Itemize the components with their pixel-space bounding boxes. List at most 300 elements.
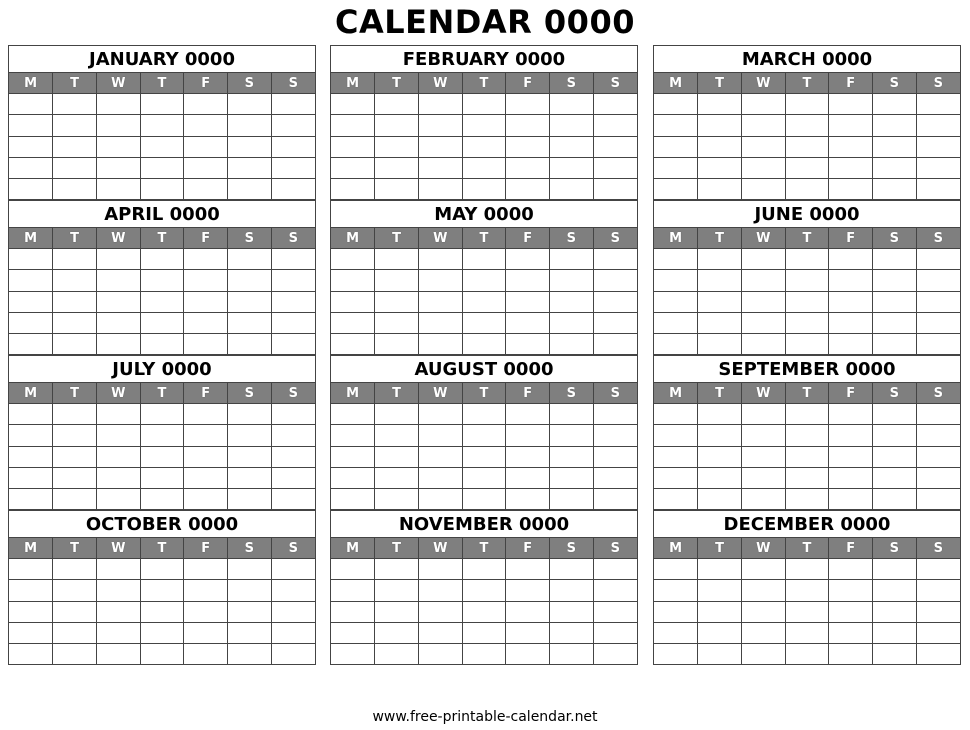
day-cell — [785, 249, 829, 270]
day-cell — [873, 136, 917, 157]
day-cell — [9, 157, 53, 178]
weekday-label: F — [506, 538, 550, 559]
day-cell — [140, 559, 184, 580]
day-cell — [741, 467, 785, 488]
weekday-label: S — [228, 73, 272, 94]
day-cell — [9, 622, 53, 643]
day-cell — [331, 580, 375, 601]
weekday-label: T — [698, 228, 742, 249]
month-table — [9, 228, 315, 354]
week-row — [331, 136, 637, 157]
day-cell — [140, 489, 184, 510]
day-cell — [140, 115, 184, 136]
day-cell — [53, 601, 97, 622]
day-cell — [873, 404, 917, 425]
day-cell — [228, 249, 272, 270]
day-cell — [96, 404, 140, 425]
day-cell — [593, 425, 637, 446]
day-cell — [9, 136, 53, 157]
day-cell — [140, 312, 184, 333]
day-cell — [184, 489, 228, 510]
weekday-label: W — [741, 228, 785, 249]
weekday-label: S — [873, 228, 917, 249]
day-cell — [550, 291, 594, 312]
weekday-label: S — [873, 73, 917, 94]
week-row — [331, 115, 637, 136]
day-cell — [271, 446, 315, 467]
day-cell — [375, 94, 419, 115]
day-cell — [916, 179, 960, 200]
day-cell — [593, 179, 637, 200]
day-cell — [785, 559, 829, 580]
week-row — [654, 94, 960, 115]
day-cell — [593, 622, 637, 643]
day-cell — [228, 425, 272, 446]
day-cell — [741, 94, 785, 115]
weekday-header-row — [654, 538, 960, 559]
day-cell — [462, 446, 506, 467]
day-cell — [331, 249, 375, 270]
day-cell — [271, 580, 315, 601]
day-cell — [96, 644, 140, 665]
day-cell — [698, 249, 742, 270]
day-cell — [654, 136, 698, 157]
week-row — [331, 179, 637, 200]
weekday-label: W — [96, 538, 140, 559]
day-cell — [53, 489, 97, 510]
weekday-label: W — [418, 383, 462, 404]
day-cell — [9, 115, 53, 136]
day-cell — [228, 312, 272, 333]
weekday-label: T — [375, 73, 419, 94]
day-cell — [140, 425, 184, 446]
day-cell — [785, 312, 829, 333]
day-cell — [916, 136, 960, 157]
day-cell — [53, 94, 97, 115]
day-cell — [96, 136, 140, 157]
week-row — [9, 489, 315, 510]
month-block — [330, 510, 638, 665]
weekday-label: T — [53, 73, 97, 94]
day-cell — [9, 644, 53, 665]
weekday-label: S — [916, 73, 960, 94]
day-cell — [228, 489, 272, 510]
day-cell — [53, 115, 97, 136]
day-cell — [331, 136, 375, 157]
day-cell — [873, 249, 917, 270]
weekday-label: S — [873, 383, 917, 404]
day-cell — [228, 622, 272, 643]
day-cell — [550, 249, 594, 270]
day-cell — [53, 249, 97, 270]
day-cell — [462, 94, 506, 115]
day-cell — [53, 179, 97, 200]
day-cell — [593, 115, 637, 136]
day-cell — [916, 580, 960, 601]
day-cell — [654, 115, 698, 136]
day-cell — [9, 559, 53, 580]
day-cell — [96, 446, 140, 467]
day-cell — [593, 580, 637, 601]
week-row — [331, 580, 637, 601]
weekday-label: T — [462, 73, 506, 94]
day-cell — [654, 425, 698, 446]
month-block — [330, 200, 638, 355]
week-row — [331, 157, 637, 178]
day-cell — [873, 559, 917, 580]
day-cell — [785, 270, 829, 291]
day-cell — [506, 136, 550, 157]
weekday-label: M — [331, 383, 375, 404]
day-cell — [873, 94, 917, 115]
day-cell — [462, 580, 506, 601]
weekday-label: T — [375, 228, 419, 249]
day-cell — [331, 467, 375, 488]
day-cell — [375, 312, 419, 333]
week-row — [654, 446, 960, 467]
weekday-label: S — [271, 383, 315, 404]
day-cell — [96, 179, 140, 200]
week-row — [9, 334, 315, 355]
day-cell — [829, 644, 873, 665]
day-cell — [785, 622, 829, 643]
month-title: JANUARY 0000 — [9, 46, 315, 73]
day-cell — [9, 179, 53, 200]
day-cell — [741, 291, 785, 312]
day-cell — [96, 489, 140, 510]
day-cell — [785, 644, 829, 665]
day-cell — [418, 312, 462, 333]
day-cell — [375, 249, 419, 270]
day-cell — [829, 249, 873, 270]
week-row — [654, 136, 960, 157]
day-cell — [785, 334, 829, 355]
day-cell — [873, 115, 917, 136]
day-cell — [873, 467, 917, 488]
weekday-header-row — [9, 538, 315, 559]
day-cell — [418, 291, 462, 312]
day-cell — [9, 334, 53, 355]
day-cell — [375, 446, 419, 467]
day-cell — [741, 622, 785, 643]
day-cell — [53, 334, 97, 355]
week-row — [654, 249, 960, 270]
day-cell — [873, 179, 917, 200]
day-cell — [741, 179, 785, 200]
week-row — [331, 425, 637, 446]
day-cell — [228, 467, 272, 488]
day-cell — [184, 291, 228, 312]
day-cell — [418, 334, 462, 355]
day-cell — [829, 270, 873, 291]
day-cell — [654, 580, 698, 601]
weekday-label: M — [654, 73, 698, 94]
day-cell — [271, 249, 315, 270]
day-cell — [271, 489, 315, 510]
day-cell — [462, 622, 506, 643]
month-table — [331, 383, 637, 509]
week-row — [9, 404, 315, 425]
day-cell — [375, 580, 419, 601]
day-cell — [873, 580, 917, 601]
day-cell — [785, 601, 829, 622]
weekday-label: T — [140, 228, 184, 249]
day-cell — [9, 446, 53, 467]
day-cell — [375, 334, 419, 355]
day-cell — [184, 404, 228, 425]
day-cell — [550, 94, 594, 115]
day-cell — [593, 404, 637, 425]
day-cell — [698, 312, 742, 333]
day-cell — [916, 94, 960, 115]
day-cell — [593, 136, 637, 157]
day-cell — [829, 94, 873, 115]
weekday-label: S — [550, 383, 594, 404]
day-cell — [698, 601, 742, 622]
day-cell — [271, 467, 315, 488]
day-cell — [698, 157, 742, 178]
day-cell — [550, 446, 594, 467]
day-cell — [140, 644, 184, 665]
day-cell — [916, 404, 960, 425]
day-cell — [9, 580, 53, 601]
day-cell — [271, 404, 315, 425]
day-cell — [271, 157, 315, 178]
day-cell — [331, 94, 375, 115]
day-cell — [550, 467, 594, 488]
day-cell — [873, 157, 917, 178]
day-cell — [228, 404, 272, 425]
day-cell — [331, 425, 375, 446]
month-table — [654, 383, 960, 509]
day-cell — [9, 312, 53, 333]
day-cell — [462, 559, 506, 580]
day-cell — [184, 446, 228, 467]
month-table — [331, 73, 637, 199]
day-cell — [550, 622, 594, 643]
month-title: APRIL 0000 — [9, 201, 315, 228]
day-cell — [462, 467, 506, 488]
weekday-label: M — [654, 228, 698, 249]
week-row — [331, 94, 637, 115]
day-cell — [331, 559, 375, 580]
day-cell — [654, 446, 698, 467]
day-cell — [53, 467, 97, 488]
day-cell — [506, 94, 550, 115]
weekday-label: T — [698, 383, 742, 404]
day-cell — [506, 601, 550, 622]
day-cell — [506, 446, 550, 467]
month-title: SEPTEMBER 0000 — [654, 356, 960, 383]
day-cell — [96, 559, 140, 580]
day-cell — [785, 404, 829, 425]
day-cell — [550, 115, 594, 136]
day-cell — [184, 622, 228, 643]
day-cell — [418, 446, 462, 467]
day-cell — [873, 601, 917, 622]
day-cell — [916, 115, 960, 136]
day-cell — [873, 291, 917, 312]
month-block — [330, 45, 638, 200]
week-row — [331, 467, 637, 488]
week-row — [9, 94, 315, 115]
day-cell — [785, 115, 829, 136]
week-row — [9, 425, 315, 446]
week-row — [331, 601, 637, 622]
month-block — [8, 200, 316, 355]
weekday-header-row — [331, 383, 637, 404]
weekday-label: T — [785, 383, 829, 404]
weekday-label: T — [462, 538, 506, 559]
weekday-label: M — [9, 383, 53, 404]
weekday-label: S — [271, 228, 315, 249]
day-cell — [9, 601, 53, 622]
weekday-label: W — [741, 538, 785, 559]
day-cell — [9, 489, 53, 510]
week-row — [9, 622, 315, 643]
day-cell — [916, 291, 960, 312]
day-cell — [593, 270, 637, 291]
day-cell — [140, 94, 184, 115]
weekday-label: S — [916, 228, 960, 249]
day-cell — [96, 312, 140, 333]
day-cell — [741, 644, 785, 665]
weekday-label: S — [593, 538, 637, 559]
day-cell — [271, 559, 315, 580]
day-cell — [829, 404, 873, 425]
day-cell — [593, 312, 637, 333]
day-cell — [184, 559, 228, 580]
day-cell — [829, 157, 873, 178]
weekday-label: S — [228, 383, 272, 404]
day-cell — [228, 446, 272, 467]
weekday-label: S — [593, 383, 637, 404]
day-cell — [228, 270, 272, 291]
weekday-header-row — [654, 383, 960, 404]
day-cell — [53, 312, 97, 333]
day-cell — [785, 425, 829, 446]
day-cell — [829, 601, 873, 622]
day-cell — [271, 622, 315, 643]
weekday-header-row — [654, 228, 960, 249]
day-cell — [741, 334, 785, 355]
day-cell — [698, 291, 742, 312]
day-cell — [53, 291, 97, 312]
day-cell — [184, 601, 228, 622]
day-cell — [550, 425, 594, 446]
day-cell — [228, 291, 272, 312]
day-cell — [741, 425, 785, 446]
weekday-label: W — [96, 383, 140, 404]
day-cell — [96, 601, 140, 622]
day-cell — [741, 270, 785, 291]
day-cell — [418, 467, 462, 488]
week-row — [9, 312, 315, 333]
day-cell — [140, 291, 184, 312]
weekday-label: W — [418, 73, 462, 94]
day-cell — [9, 291, 53, 312]
month-title: JULY 0000 — [9, 356, 315, 383]
day-cell — [654, 270, 698, 291]
month-block — [330, 355, 638, 510]
day-cell — [228, 136, 272, 157]
month-title: AUGUST 0000 — [331, 356, 637, 383]
week-row — [331, 446, 637, 467]
day-cell — [184, 467, 228, 488]
weekday-label: S — [550, 73, 594, 94]
day-cell — [506, 291, 550, 312]
day-cell — [331, 157, 375, 178]
day-cell — [550, 334, 594, 355]
day-cell — [785, 580, 829, 601]
day-cell — [654, 291, 698, 312]
day-cell — [140, 601, 184, 622]
day-cell — [829, 622, 873, 643]
day-cell — [375, 425, 419, 446]
week-row — [654, 644, 960, 665]
day-cell — [331, 115, 375, 136]
day-cell — [53, 622, 97, 643]
day-cell — [331, 622, 375, 643]
day-cell — [741, 157, 785, 178]
day-cell — [140, 249, 184, 270]
weekday-label: T — [698, 73, 742, 94]
month-table — [9, 538, 315, 664]
day-cell — [506, 249, 550, 270]
day-cell — [462, 136, 506, 157]
weekday-header-row — [9, 228, 315, 249]
weekday-label: T — [53, 228, 97, 249]
week-row — [9, 249, 315, 270]
weekday-label: F — [184, 383, 228, 404]
weekday-label: S — [550, 228, 594, 249]
day-cell — [228, 559, 272, 580]
day-cell — [462, 115, 506, 136]
weekday-header-row — [331, 228, 637, 249]
week-row — [654, 291, 960, 312]
day-cell — [698, 136, 742, 157]
day-cell — [698, 270, 742, 291]
day-cell — [140, 270, 184, 291]
day-cell — [698, 404, 742, 425]
weekday-header-row — [331, 73, 637, 94]
day-cell — [916, 601, 960, 622]
day-cell — [916, 467, 960, 488]
day-cell — [418, 580, 462, 601]
day-cell — [96, 157, 140, 178]
day-cell — [184, 270, 228, 291]
footer-url: www.free-printable-calendar.net — [372, 709, 598, 725]
weekday-label: S — [228, 538, 272, 559]
month-table — [9, 383, 315, 509]
day-cell — [785, 94, 829, 115]
day-cell — [593, 489, 637, 510]
day-cell — [140, 334, 184, 355]
day-cell — [916, 249, 960, 270]
day-cell — [184, 425, 228, 446]
day-cell — [184, 157, 228, 178]
weekday-label: T — [462, 228, 506, 249]
month-block — [8, 355, 316, 510]
day-cell — [96, 249, 140, 270]
day-cell — [550, 157, 594, 178]
weekday-label: M — [9, 73, 53, 94]
week-row — [9, 601, 315, 622]
weekday-label: F — [829, 538, 873, 559]
day-cell — [654, 644, 698, 665]
day-cell — [550, 489, 594, 510]
day-cell — [96, 94, 140, 115]
